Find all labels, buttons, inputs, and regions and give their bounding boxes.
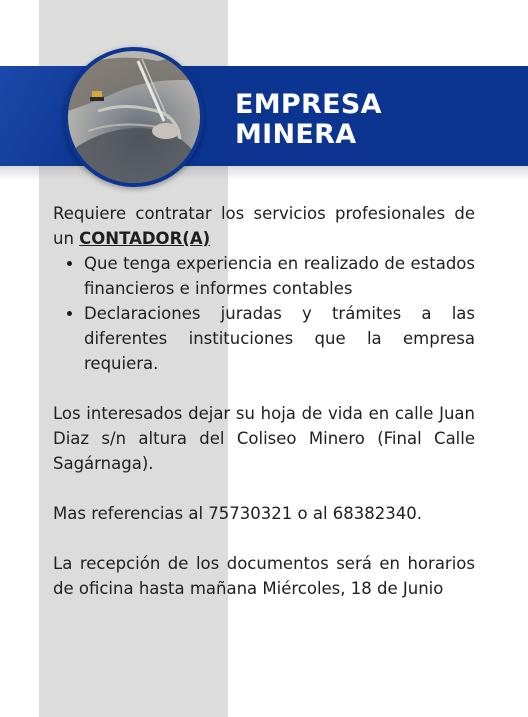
job-role: CONTADOR(A): [79, 229, 211, 248]
announcement-body: [53, 201, 475, 601]
references-paragraph: Mas referencias al 75730321 o al 68382340.: [53, 504, 423, 523]
title-line-1: EMPRESA: [235, 89, 382, 120]
list-item: • Que tenga experiencia en realizado de estados financieros e informes contables: [84, 251, 475, 301]
mine-photo-icon: [68, 51, 200, 183]
page-title: [235, 90, 515, 150]
logo-circle: [64, 47, 204, 187]
list-item: • Declaraciones juradas y trámites a las diferentes instituciones que la empresa requiera.: [84, 301, 475, 376]
header-shadow: [0, 166, 528, 180]
requirements-list: [53, 251, 475, 376]
instructions-paragraph: Los interesados dejar su hoja de vida en calle Juan Diaz s/n altura del Coliseo Minero (Final Calle Sagárnaga).: [53, 404, 475, 473]
deadline-paragraph: La recepción de los documentos será en horarios de oficina hasta mañana Miércoles, 18 de Junio: [53, 554, 475, 598]
title-line-2: MINERA: [235, 119, 357, 150]
intro-paragraph: [53, 201, 475, 251]
intro-text: Requiere contratar los servicios profesionales de un: [53, 204, 475, 248]
